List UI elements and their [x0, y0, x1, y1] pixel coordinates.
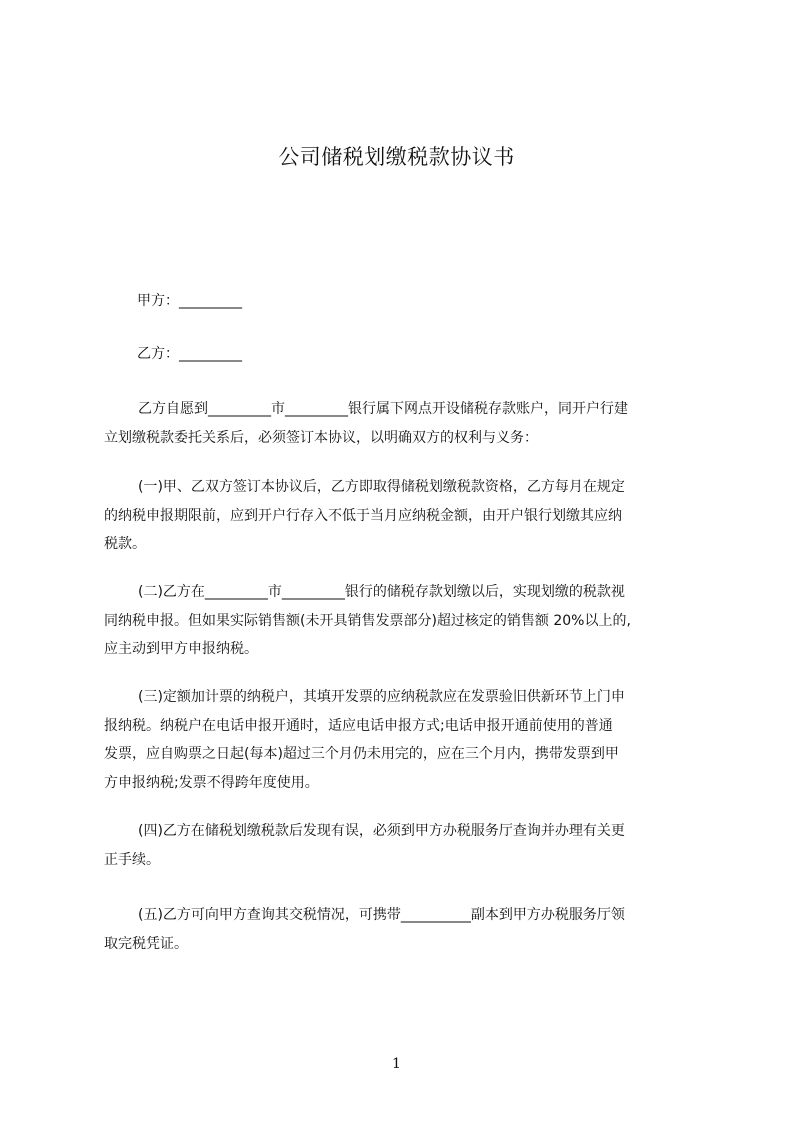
intro-paragraph	[104, 395, 699, 452]
paragraph-line: 报纳税。纳税户在电话申报开通时，适应电话申报方式;电话申报开通前使用的普通	[104, 717, 613, 734]
party-a-field: 甲方：_________	[137, 293, 242, 309]
paragraph-line: 取完税凭证。	[104, 935, 188, 952]
paragraph-line: 同纳税申报。但如果实际销售额(未开具销售发票部分)超过核定的销售额 20%以上的,	[104, 612, 631, 629]
clause-2-paragraph	[104, 578, 699, 664]
clause-1-paragraph	[104, 473, 699, 559]
page-number: 1	[392, 1056, 401, 1072]
paragraph-line: 的纳税申报期限前，应到开户行存入不低于当月应纳税金额，由开户银行划缴其应纳	[104, 507, 622, 524]
paragraph-line: 方申报纳税;发票不得跨年度使用。	[104, 774, 319, 791]
paragraph-line: 立划缴税款委托关系后，必须签订本协议，以明确双方的权利与义务：	[104, 429, 538, 446]
paragraph-line: (一)甲、乙双方签订本协议后，乙方即取得储税划缴税款资格，乙方每月在规定	[138, 479, 625, 495]
paragraph-line: 应主动到甲方申报纳税。	[104, 641, 258, 657]
paragraph-line: 税款。	[104, 536, 146, 552]
paragraph-line: 乙方自愿到_________市_________银行属下网点开设储税存款账户，同开户行建	[138, 401, 628, 417]
document-title: 公司储税划缴税款协议书	[278, 145, 515, 169]
clause-5-paragraph	[104, 901, 699, 958]
paragraph-line: (四)乙方在储税划缴税款后发现有误，必须到甲方办税服务厅查询并办理有关更	[138, 823, 625, 839]
paragraph-line: (三)定额加计票的纳税户，其填开发票的应纳税款应在发票验旧供新环节上门申	[138, 689, 625, 705]
paragraph-line: (五)乙方可向甲方查询其交税情况，可携带__________副本到甲方办税服务厅领	[138, 907, 625, 923]
clause-3-paragraph	[104, 683, 699, 797]
paragraph-line: (二)乙方在_________市_________银行的储税存款划缴以后，实现划缴的税款视	[138, 584, 625, 600]
party-b-field: 乙方：_________	[137, 346, 242, 362]
paragraph-line: 正手续。	[104, 851, 160, 868]
clause-4-paragraph	[104, 817, 699, 874]
paragraph-line: 发票，应自购票之日起(每本)超过三个月仍未用完的，应在三个月内，携带发票到甲	[104, 746, 619, 762]
